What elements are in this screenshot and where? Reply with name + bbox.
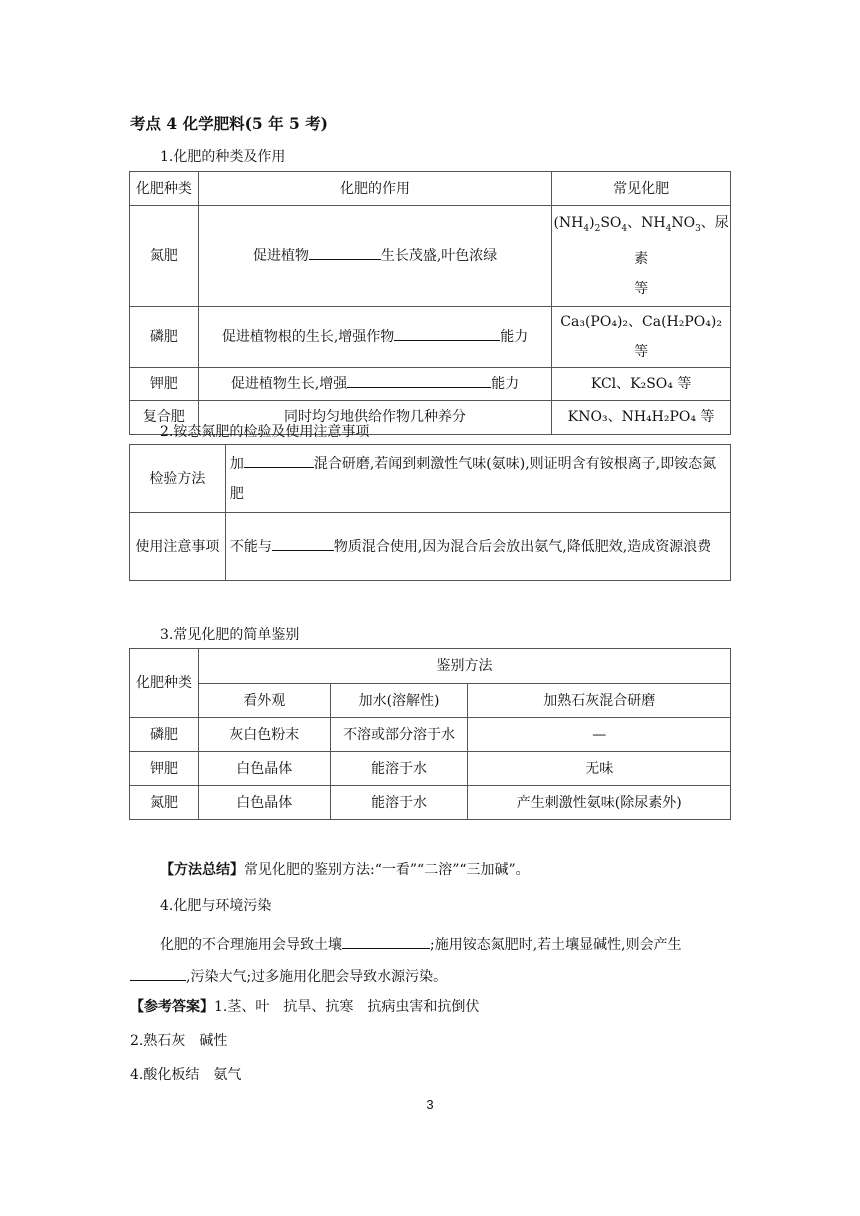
effect-text: 能力: [491, 375, 520, 392]
header-cell: 化肥的作用: [198, 172, 551, 206]
fill-blank: [309, 243, 381, 260]
header-cell: 化肥种类: [130, 649, 199, 718]
answer-text: 1.茎、叶 抗旱、抗寒 抗病虫害和抗倒伏: [214, 999, 480, 1015]
content-cell: [225, 513, 730, 581]
type-cell: 复合肥: [130, 400, 199, 434]
effect-text: 能力: [500, 328, 529, 345]
fert-text: (NH: [553, 215, 584, 231]
section2-title: 2.铵态氮肥的检验及使用注意事项: [160, 424, 370, 440]
para-text: ;施用铵态氮肥时,若土壤显碱性,则会产生: [430, 937, 682, 953]
header-cell: 加熟石灰混合研磨: [468, 684, 731, 718]
table-cell: 白色晶体: [198, 752, 330, 786]
fertilizer-cell: KCl、K₂SO₄ 等: [552, 367, 731, 400]
content-text: 物质混合使用,因为混合后会放出氨气,降低肥效,造成资源浪费: [333, 538, 712, 555]
type-cell: 钾肥: [130, 367, 199, 400]
para-text: ,污染大气;过多施用化肥会导致水源污染。: [186, 969, 448, 985]
section-heading: 考点 4 化学肥料(5 年 5 考): [130, 114, 329, 133]
identification-table: [129, 648, 731, 820]
table-row: [130, 718, 731, 752]
table-cell: —: [468, 718, 731, 752]
para-text: 化肥的不合理施用会导致土壤: [160, 937, 342, 953]
table-row: [130, 445, 731, 513]
answer-label: 【参考答案】: [130, 999, 214, 1015]
effect-cell: [198, 206, 551, 307]
page-number: 3: [426, 1097, 434, 1112]
table-cell: 灰白色粉末: [198, 718, 330, 752]
header-cell: 鉴别方法: [198, 649, 730, 684]
fill-blank: [342, 932, 430, 949]
section4-line1: [160, 932, 682, 955]
effect-cell: [198, 367, 551, 400]
table-row: [130, 306, 731, 367]
table-cell: 能溶于水: [330, 752, 468, 786]
header-cell: 常见化肥: [552, 172, 731, 206]
fertilizer-cell: Ca₃(PO₄)₂、Ca(H₂PO₄)₂ 等: [552, 306, 731, 367]
effect-text: 生长茂盛,叶色浓绿: [380, 247, 498, 264]
fert-text: 等: [634, 280, 649, 297]
answer-line-2: 2.熟石灰 碱性: [130, 1033, 228, 1049]
table-cell: 无味: [468, 752, 731, 786]
type-cell: 磷肥: [130, 306, 199, 367]
section4-title: 4.化肥与环境污染: [160, 898, 272, 914]
header-cell: 化肥种类: [130, 172, 199, 206]
type-cell: 氮肥: [130, 206, 199, 307]
table-cell: 产生刺激性氨味(除尿素外): [468, 786, 731, 820]
fill-blank: [244, 451, 314, 468]
type-cell: 磷肥: [130, 718, 199, 752]
summary-text: 常见化肥的鉴别方法:“一看”“二溶”“三加碱”。: [244, 862, 530, 878]
table-row: [130, 367, 731, 400]
content-text: 混合研磨,若闻到刺激性气味(氨味),则证明含有铵根离子,即铵态氮肥: [229, 455, 717, 502]
content-text: 加: [229, 455, 244, 472]
fill-blank: [347, 371, 491, 388]
table-row: [130, 206, 731, 307]
label-cell: 使用注意事项: [130, 513, 226, 581]
table-row: [130, 752, 731, 786]
label-cell: 检验方法: [130, 445, 226, 513]
answer-line-3: 4.酸化板结 氨气: [130, 1067, 242, 1083]
fill-blank: [394, 324, 500, 341]
section3-title: 3.常见化肥的简单鉴别: [160, 627, 300, 643]
table-row: [130, 786, 731, 820]
type-cell: 氮肥: [130, 786, 199, 820]
effect-text: 促进植物: [252, 247, 309, 264]
ammonium-test-table: [129, 444, 731, 581]
section1-title: 1.化肥的种类及作用: [160, 149, 286, 165]
answer-line-1: [130, 997, 479, 1017]
table-cell: 不溶或部分溶于水: [330, 718, 468, 752]
table-cell: 能溶于水: [330, 786, 468, 820]
fill-blank: [130, 964, 186, 981]
fert-text: NO: [671, 215, 696, 231]
effect-cell: 同时均匀地供给作物几种养分: [198, 400, 551, 434]
fertilizer-cell: $(NH_4)_2SO_4$、$NH_4NO_3$、尿素 等: [552, 206, 731, 307]
effect-text: 促进植物根的生长,增强作物: [221, 328, 395, 345]
effect-text: 促进植物生长,增强: [230, 375, 348, 392]
effect-cell: [198, 306, 551, 367]
content-text: 不能与: [229, 538, 272, 555]
fert-text: SO: [600, 215, 622, 231]
type-cell: 钾肥: [130, 752, 199, 786]
fertilizer-types-table: [129, 171, 731, 435]
summary-label: 【方法总结】: [160, 862, 244, 878]
header-cell: 看外观: [198, 684, 330, 718]
fert-text: 、尿素: [634, 215, 729, 267]
fill-blank: [272, 534, 334, 551]
table-cell: 白色晶体: [198, 786, 330, 820]
content-cell: [225, 445, 730, 513]
section4-line2: [130, 964, 447, 987]
table-row: [130, 513, 731, 581]
method-summary: [160, 860, 530, 880]
header-cell: 加水(溶解性): [330, 684, 468, 718]
fertilizer-cell: KNO₃、NH₄H₂PO₄ 等: [552, 400, 731, 434]
fert-text: 、NH: [627, 215, 666, 231]
fert-text: ): [589, 215, 595, 231]
